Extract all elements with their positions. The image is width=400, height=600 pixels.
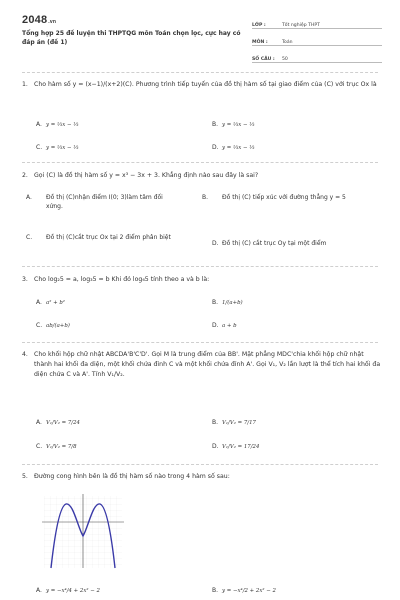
- question-text: Cho khối hộp chữ nhật ABCDA'B'C'D'. Gọi M là trung điểm của BB'. Mặt phẳng MDC'chia khối hộp chữ nhật thành hai khối đa diện, một khối chứa đỉnh C và một khối chứa đỉnh A'. Gọi V₁, V₂ lần lượt là thể tích hai khối đa diện chứa C và A'. Tính V₁/V₂.: [34, 351, 381, 378]
- option-c[interactable]: C. y = ⅓x − ⅓: [36, 144, 79, 151]
- option-a[interactable]: A. y = −x⁴/4 + 2x² − 2: [36, 587, 100, 594]
- question-text: Cho log₂5 = a, log₃5 = b Khi đó log₆5 tính theo a và b là:: [34, 276, 210, 283]
- option-d[interactable]: D. y = ⅓x − ⅓: [212, 144, 255, 151]
- divider: [22, 464, 378, 465]
- option-b[interactable]: B. Đồ thị (C) tiếp xúc với đường thẳng y = 5: [202, 194, 346, 201]
- option-a[interactable]: A. V₁/V₂ = 7/24: [36, 419, 80, 426]
- divider: [22, 342, 378, 343]
- option-c[interactable]: C. ab/(a+b): [36, 322, 70, 329]
- divider: [22, 162, 378, 163]
- option-a[interactable]: A. Đồ thị (C)nhận điểm I(0; 3)làm tâm đối xứng.: [26, 194, 163, 210]
- option-a[interactable]: A. a² + b²: [36, 299, 65, 306]
- option-c[interactable]: C. Đồ thị (C)cắt trục Ox tại 2 điểm phân biệt: [26, 234, 171, 241]
- question-3: 3. Cho log₂5 = a, log₃5 = b Khi đó log₆5 tính theo a và b là:: [22, 275, 382, 285]
- question-2: 2. Gọi (C) là đồ thị hàm số y = x³ − 3x + 3. Khẳng định nào sau đây là sai?: [22, 171, 382, 181]
- class-value: Tốt nghiệp THPT: [282, 23, 320, 28]
- document-header: [0, 0, 400, 68]
- subject-value: Toán: [282, 40, 293, 45]
- option-b[interactable]: B. V₁/V₂ = 7/17: [212, 419, 256, 426]
- option-d[interactable]: D. V₁/V₂ = 17/24: [212, 443, 260, 450]
- question-text: Cho hàm số y = (x−1)/(x+2)(C). Phương trình tiếp tuyến của đồ thị hàm số tại giao điểm của (C) với trục Ox là: [34, 81, 377, 88]
- site-logo[interactable]: 2048.vn: [22, 14, 57, 26]
- divider: [22, 72, 378, 73]
- function-graph: [38, 492, 128, 572]
- document-title: Tổng hợp 25 đề luyện thi THPTQG môn Toán chọn lọc, cực hay có đáp án (đề 1): [22, 30, 241, 46]
- option-b[interactable]: B. y = −x⁴/2 + 2x² − 2: [212, 587, 276, 594]
- option-b[interactable]: B. y = ⅓x − ⅓: [212, 121, 255, 128]
- class-label: LỚP :: [252, 23, 266, 28]
- count-label: SỐ CÂU :: [252, 57, 275, 62]
- option-d[interactable]: D. Đồ thị (C) cắt trục Oy tại một điểm: [212, 240, 327, 247]
- question-text: Gọi (C) là đồ thị hàm số y = x³ − 3x + 3. Khẳng định nào sau đây là sai?: [34, 172, 259, 179]
- option-d[interactable]: D. a + b: [212, 322, 237, 329]
- subject-label: MÔN :: [252, 40, 268, 45]
- option-b[interactable]: B. 1/(a+b): [212, 299, 243, 306]
- question-5: 5. Đường cong hình bên là đồ thị hàm số nào trong 4 hàm số sau:: [22, 472, 382, 482]
- document-meta: [252, 14, 382, 65]
- question-4: 4. Cho khối hộp chữ nhật ABCDA'B'C'D'. Gọi M là trung điểm của BB'. Mặt phẳng MDC'chia khối hộp chữ nhật thành hai khối đa diện, một khối chứa đỉnh C và một khối chứa đỉnh A'. Gọi V₁, V₂ lần lượt là thể tích hai khối đa diện chứa C và A'. Tính V₁/V₂.: [22, 351, 381, 378]
- question-text: Đường cong hình bên là đồ thị hàm số nào trong 4 hàm số sau:: [34, 473, 230, 480]
- option-c[interactable]: C. V₁/V₂ = 7/8: [36, 443, 77, 450]
- option-a[interactable]: A. y = ⅓x − ⅓: [36, 121, 79, 128]
- count-value: 50: [282, 57, 288, 62]
- divider: [22, 266, 378, 267]
- question-1: 1. Cho hàm số y = (x−1)/(x+2)(C). Phương trình tiếp tuyến của đồ thị hàm số tại giao điểm của (C) với trục Ox là: [22, 80, 382, 90]
